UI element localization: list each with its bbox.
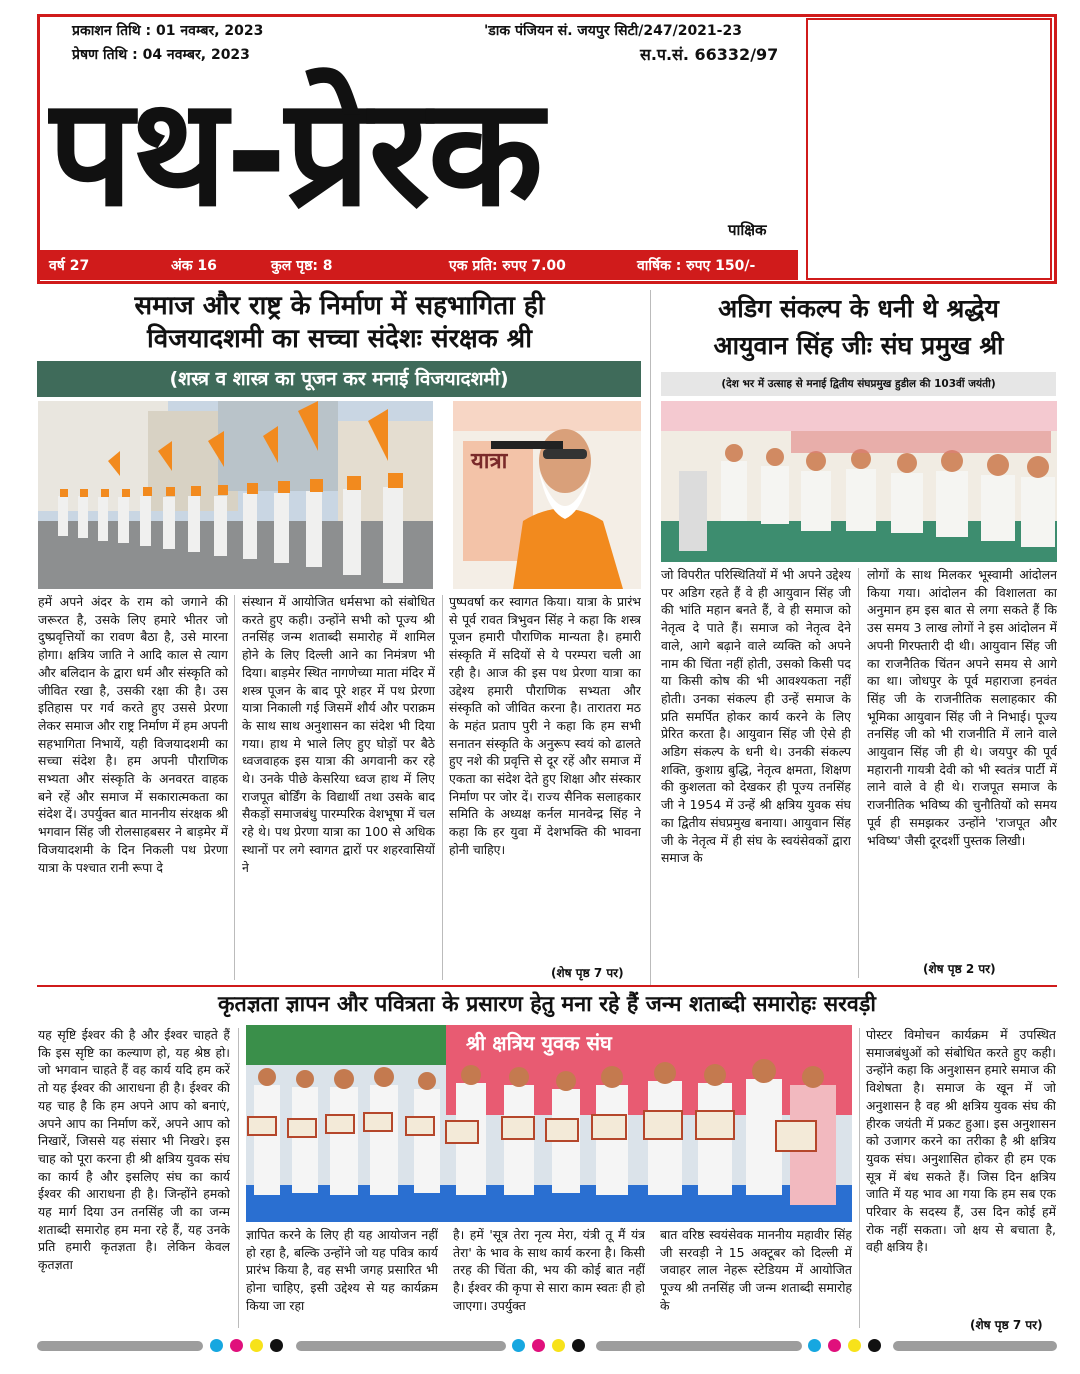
publication-date: प्रकाशन तिथि : 01 नवम्बर, 2023 xyxy=(72,23,264,39)
story3-column-right: पोस्टर विमोचन कार्यक्रम में उपस्थित समाजबंधुओं को संबोधित करते हुए कही। उन्होंने कहा कि अनुशासन हमारे समाज की विशेषता है। समाज के खून में जो अनुशासन है वह श्री क्षत्रिय युवक संघ की हीरक जयंती में प्रकट हुआ। इस अनुशासन को उजागर करने का तरीका है श्री क्षत्रिय युवक संघ। अनुशासित होकर ही हम एक सूत्र में बंध सकते हैं। जिस दिन क्षत्रिय जाति में यह भाव आ गया कि हम सब एक परिवार के सदस्य हैं, उस दिन कोई हमें रोक नहीं सकता। जो क्षय से बचाता है, वही क्षत्रिय है। xyxy=(866,1027,1056,1255)
story2-headline-line1: अडिग संकल्प के धनी थे श्रद्धेय xyxy=(718,294,999,323)
story2-subhead: (देश भर में उत्साह से मनाई द्वितीय संघप्रमुख हुडील की 103वीं जयंती) xyxy=(661,372,1056,396)
story1-headline-line2: विजयादशमी का सच्चा संदेशः संरक्षक श्री xyxy=(147,324,532,354)
story2-column-2: लोगों के साथ मिलकर भूस्वामी आंदोलन किया गया। आंदोलन की विशालता का अनुमान हम इस बात से लगा सकते हैं कि उस समय 3 लाख लोगों ने इस आंदोलन में अपनी गिरफ्तारी दी थी। आयुवान सिंह जी का राजनैतिक चिंतन अपने समय से आगे का था। जोधपुर के पूर्व महाराजा हनवंत सिंह जी के राजनीतिक सलाहकार की भूमिका आयुवान सिंह जी ने निभाई। पूज्य तनसिंह जी को भी राजनीति में लाने वाले आयुवान सिंह जी ही थे। जयपुर की पूर्व महारानी गायत्री देवी को भी स्वतंत्र पार्टी में लाने वाले वे ही थे। राजपूत समाज के राजनीतिक भविष्य की चुनौतियों को समय पूर्व ही समझकर उन्होंने 'राजपूत और भविष्य' जैसी दूरदर्शी पुस्तक लिखी। xyxy=(867,567,1057,848)
story1-continued-note: (शेष पृष्ठ 7 पर) xyxy=(551,966,624,980)
story2-column-1: जो विपरीत परिस्थितियों में भी अपने उद्देश्य पर अडिग रहते हैं वे ही आयुवान सिंह जी की भांति महान बनते हैं, वे ही समाज को नेतृत्व दे पाते हैं। समाज को नेतृत्व देने वाले, आगे बढ़ाने वाले व्यक्ति को अपने नाम की चिंता नहीं होती, उसको किसी पद या किसी कोष की भी आवश्यकता नहीं होती। उनका संकल्प ही उन्हें समाज के प्रति समर्पित होकर कार्य करने के लिए प्रेरित करता है। आयुवान सिंह जी ऐसे ही अडिग संकल्प के धनी थे। उनकी संकल्प शक्ति, कुशाग्र बुद्धि, नेतृत्व क्षमता, शिक्षण की कुशलता को देखकर ही पूज्य तनसिंह जी ने 1954 में उन्हें श्री क्षत्रिय युवक संघ का द्वितीय संघप्रमुख बनाया। आयुवान सिंह जी के नेतृत्व में ही संघ के स्वयंसेवकों द्वारा समाज के xyxy=(661,567,851,866)
total-pages: कुल पृष्ठ: 8 xyxy=(271,258,333,274)
story3-column-b3: बात वरिष्ठ स्वयंसेवक माननीय महावीर सिंह जी सरवड़ी ने 15 अक्टूबर को दिल्ली में जवाहर लाल नेहरू स्टेडियम में आयोजित पूज्य श्री तनसिंह जी जन्म शताब्दी समारोह के xyxy=(660,1227,852,1313)
yellow-registration-dot xyxy=(250,1339,263,1352)
section-separator xyxy=(37,985,1057,987)
rns-number: स.प.सं. 66332/97 xyxy=(640,45,779,64)
column-rule xyxy=(859,1028,860,1328)
postal-registration: 'डाक पंजियन सं. जयपुर सिटी/247/2021-23 xyxy=(484,23,742,39)
column-rule xyxy=(238,1028,239,1328)
registration-bar xyxy=(596,1341,802,1351)
dispatch-date: प्रेषण तिथि : 04 नवम्बर, 2023 xyxy=(72,47,250,63)
cyan-registration-dot xyxy=(808,1339,821,1352)
procession-photo xyxy=(38,401,433,589)
cyan-registration-dot xyxy=(512,1339,525,1352)
magenta-registration-dot xyxy=(828,1339,841,1352)
story1-column-1: हमें अपने अंदर के राम को जगाने की जरूरत है, उसके लिए हमारे भीतर जो दुष्प्रवृत्तियों का रावण बैठा है, उसे मारना होगा। क्षत्रिय जाति ने आदि काल से त्याग और बलिदान के द्वारा धर्म और संस्कृति को जीवित रखा है, उसकी रक्षा की है। उस इतिहास पर गर्व करते हुए उससे प्रेरणा लेकर समाज और राष्ट्र निर्माण में हम अपनी सहभागिता निभायें, यही विजयादशमी का सच्चा संदेश है। हम अपनी पौराणिक सभ्यता और संस्कृति के अनवरत वाहक बने रहें और समाज में सकारात्मकता का संदेश दें। उपर्युक्त बात माननीय संरक्षक श्री भगवान सिंह जी रोलसाहबसर ने बाड़मेर में विजयादशमी के दिन निकली पथ प्रेरणा यात्रा के पश्चात रानी रूपा दे xyxy=(38,594,228,875)
story1-column-3: पुष्पवर्षा कर स्वागत किया। यात्रा के प्रारंभ से पूर्व रावत त्रिभुवन सिंह ने कहा कि शस्त्र पूजन हमारी पौराणिक मान्यता है। हमारी संस्कृति में सदियों से ये परम्परा चली आ रही है। आज की इस पथ प्रेरणा यात्रा का उद्देश्य हमारी पौराणिक सभ्यता और संस्कृति को जीवित करना है। तारातरा मठ के महंत प्रताप पुरी ने कहा कि हम सभी सनातन संस्कृति के अनुरूप स्वयं को ढालते हुए नशे की प्रवृत्ति से दूर रहें और समाज में एकता का संदेश देते हुए शिक्षा और संस्कार निर्माण पर जोर दें। राज्य सैनिक सलाहकार समिति के अध्यक्ष कर्नल मानवेन्द्र सिंह ने कहा कि हर युवा में देशभक्ति की भावना होनी चाहिए। xyxy=(449,594,641,857)
black-registration-dot xyxy=(572,1339,585,1352)
story3-headline: कृतज्ञता ज्ञापन और पवित्रता के प्रसारण हेतु मना रहे हैं जन्म शताब्दी समारोहः सरवड़ी xyxy=(218,992,876,1017)
yellow-registration-dot xyxy=(848,1339,861,1352)
issue-number: अंक 16 xyxy=(171,258,217,274)
speaker-photo xyxy=(453,401,641,589)
story1-subhead: (शस्त्र व शास्त्र का पूजन कर मनाई विजयादशमी) xyxy=(37,361,641,397)
cyan-registration-dot xyxy=(210,1339,223,1352)
ad-space-box xyxy=(806,18,1052,280)
story3-column-left: यह सृष्टि ईश्वर की है और ईश्वर चाहते हैं कि इस सृष्टि का कल्याण हो, यह श्रेष्ठ हो। जो भगवान चाहते हैं वह कार्य यदि हम करें तो यह ईश्वर की आराधना ही है। ईश्वर की यह चाह है कि हम अपने आप को बनाएं, अपने आप का निर्माण करें, अपने आप को निखारें, जिससे यह संसार भी निखरे। इस चाह को पूरा करना ही श्री क्षत्रिय युवक संघ का कार्य है और इसलिए संघ का कार्य ईश्वर की आराधना ही है। जिन्होंने हमको यह मार्ग दिया उन तनसिंह जी का जन्म शताब्दी समारोह हम मना रहे हैं, यह उनके प्रति हमारी कृतज्ञता है। लेकिन केवल कृतज्ञता xyxy=(38,1027,230,1273)
black-registration-dot xyxy=(270,1339,283,1352)
section-rule xyxy=(650,290,651,985)
banner-text: श्री क्षत्रिय युवक संघ xyxy=(466,1031,612,1055)
story3-continued-note: (शेष पृष्ठ 7 पर) xyxy=(970,1318,1043,1332)
story3-column-b1: ज्ञापित करने के लिए ही यह आयोजन नहीं हो रहा है, बल्कि उन्होंने जो यह पवित्र कार्य प्रारंभ किया है, वह सभी जगह प्रसारित भी होना चाहिए, इसी उद्देश्य से यह कार्यक्रम किया जा रहा xyxy=(246,1227,438,1313)
newspaper-title: पथ-प्रेरक xyxy=(48,66,542,240)
issue-info-bar xyxy=(39,250,798,280)
column-rule xyxy=(234,595,235,980)
poster-release-photo xyxy=(246,1025,852,1222)
annual-price: वार्षिक : रुपए 150/- xyxy=(637,258,756,274)
black-registration-dot xyxy=(868,1339,881,1352)
magenta-registration-dot xyxy=(230,1339,243,1352)
story1-column-2: संस्थान में आयोजित धर्मसभा को संबोधित करते हुए कही। उन्होंने सभी को पूज्य श्री तनसिंह जन्म शताब्दी समारोह में शामिल होने के लिए दिल्ली आने का निमंत्रण भी दिया। बाड़मेर स्थित नागणेच्या माता मंदिर में शस्त्र पूजन के बाद पूरे शहर में पथ प्रेरणा यात्रा निकाली गई जिसमें शौर्य और पराक्रम के साथ साथ अनुशासन का संदेश भी दिया गया। हाथ मे भाले लिए हुए घोड़ों पर बैठे ध्वजवाहक इस यात्रा की अगवानी कर रहे थे। उनके पीछे केसरिया ध्वज हाथ में लिए राजपूत बोर्डिंग के विद्यार्थी तथा उसके बाद सैकड़ों समाजबंधु पारम्परिक वेशभूषा में चल रहे थे। पथ प्रेरणा यात्रा का 100 से अधिक स्थानों पर लगे स्वागत द्वारों पर शहरवासियों ने xyxy=(242,594,435,875)
single-copy-price: एक प्रति: रुपए 7.00 xyxy=(449,258,566,274)
yellow-registration-dot xyxy=(552,1339,565,1352)
volume-year: वर्ष 27 xyxy=(49,258,90,274)
gathering-photo xyxy=(661,401,1057,562)
registration-bar xyxy=(37,1341,203,1351)
column-rule xyxy=(858,568,859,978)
magenta-registration-dot xyxy=(532,1339,545,1352)
story3-column-b2: है। हमें 'सूत्र तेरा नृत्य मेरा, यंत्री तू मैं यंत्र तेरा' के भाव के साथ कार्य करना है। किसी तरह की चिंता की, भय की कोई बात नहीं है। ईश्वर की कृपा से सारा काम स्वतः ही हो जाएगा। उपर्युक्त xyxy=(453,1227,645,1313)
story2-continued-note: (शेष पृष्ठ 2 पर) xyxy=(923,962,996,976)
story2-headline xyxy=(660,290,1057,364)
story1-headline-line1: समाज और राष्ट्र के निर्माण में सहभागिता ही xyxy=(134,291,545,321)
story1-headline xyxy=(37,290,642,356)
speaker-backdrop-text: यात्रा xyxy=(471,449,508,474)
frequency-label: पाक्षिक xyxy=(728,221,767,239)
registration-bar xyxy=(893,1341,1057,1351)
column-rule xyxy=(442,595,443,980)
registration-bar xyxy=(296,1341,506,1351)
story2-headline-line2: आयुवान सिंह जीः संघ प्रमुख श्री xyxy=(713,331,1004,360)
